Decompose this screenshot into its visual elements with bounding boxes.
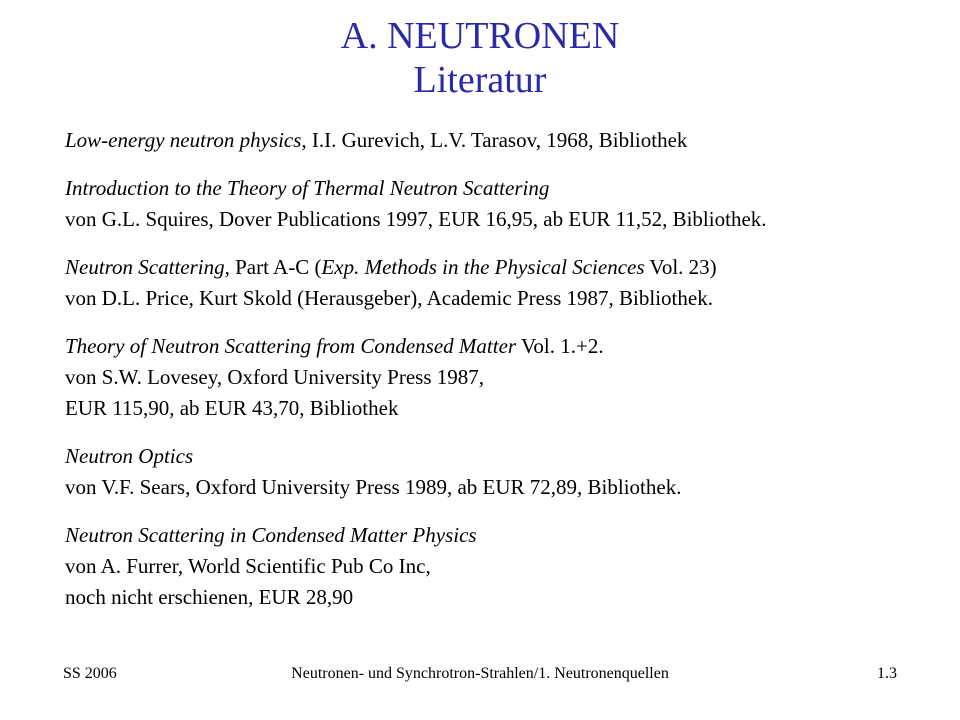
reference-detail-text: von D.L. Price, Kurt Skold (Herausgeber), Academic Press 1987, Bibliothek. — [65, 286, 713, 310]
reference-entry — [65, 252, 925, 314]
reference-detail-text: Part A-C ( — [229, 255, 322, 279]
slide-footer — [0, 662, 960, 686]
reference-detail-text: Vol. 1.+2. — [516, 334, 604, 358]
reference-detail-text: von S.W. Lovesey, Oxford University Press 1987, — [65, 365, 484, 389]
reference-detail-text: von V.F. Sears, Oxford University Press 1989, ab EUR 72,89, Bibliothek. — [65, 475, 682, 499]
reference-title-text: Neutron Optics — [65, 444, 194, 468]
reference-line — [65, 520, 925, 551]
footer-course-title: Neutronen- und Synchrotron-Strahlen/1. Neutronenquellen — [291, 665, 669, 682]
reference-line — [65, 331, 925, 362]
reference-line — [65, 551, 925, 582]
reference-entry — [65, 331, 925, 424]
reference-detail-text: von G.L. Squires, Dover Publications 1997, EUR 16,95, ab EUR 11,52, Bibliothek. — [65, 207, 767, 231]
reference-line — [65, 125, 925, 156]
reference-list — [65, 125, 925, 630]
reference-title-text: Low-energy neutron physics — [65, 128, 302, 152]
reference-line — [65, 204, 925, 235]
footer-semester: SS 2006 — [63, 665, 117, 682]
reference-line — [65, 441, 925, 472]
reference-title-text: Introduction to the Theory of Thermal Neutron Scattering — [65, 176, 550, 200]
reference-detail-text: von A. Furrer, World Scientific Pub Co Inc, — [65, 554, 431, 578]
reference-line — [65, 582, 925, 613]
reference-entry — [65, 441, 925, 503]
title-subtitle: Literatur — [413, 59, 547, 101]
reference-line — [65, 252, 925, 283]
reference-detail-text: EUR 115,90, ab EUR 43,70, Bibliothek — [65, 396, 399, 420]
reference-detail-text: Vol. 23) — [644, 255, 717, 279]
reference-entry — [65, 125, 925, 156]
reference-title-text: Neutron Scattering in Condensed Matter Physics — [65, 523, 477, 547]
reference-title-text: Neutron Scattering, — [65, 255, 230, 279]
slide-title — [0, 14, 960, 102]
reference-entry — [65, 520, 925, 613]
reference-line — [65, 472, 925, 503]
reference-line — [65, 173, 925, 204]
reference-title-text: Theory of Neutron Scattering from Condensed Matter — [65, 334, 517, 358]
reference-title-text: Exp. Methods in the Physical Sciences — [321, 255, 645, 279]
reference-line — [65, 362, 925, 393]
reference-entry — [65, 173, 925, 235]
title-main: A. NEUTRONEN — [340, 15, 620, 57]
reference-detail-text: , I.I. Gurevich, L.V. Tarasov, 1968, Bibliothek — [301, 128, 688, 152]
footer-page-number: 1.3 — [877, 665, 897, 682]
reference-detail-text: noch nicht erschienen, EUR 28,90 — [65, 585, 354, 609]
reference-line — [65, 283, 925, 314]
reference-line — [65, 393, 925, 424]
